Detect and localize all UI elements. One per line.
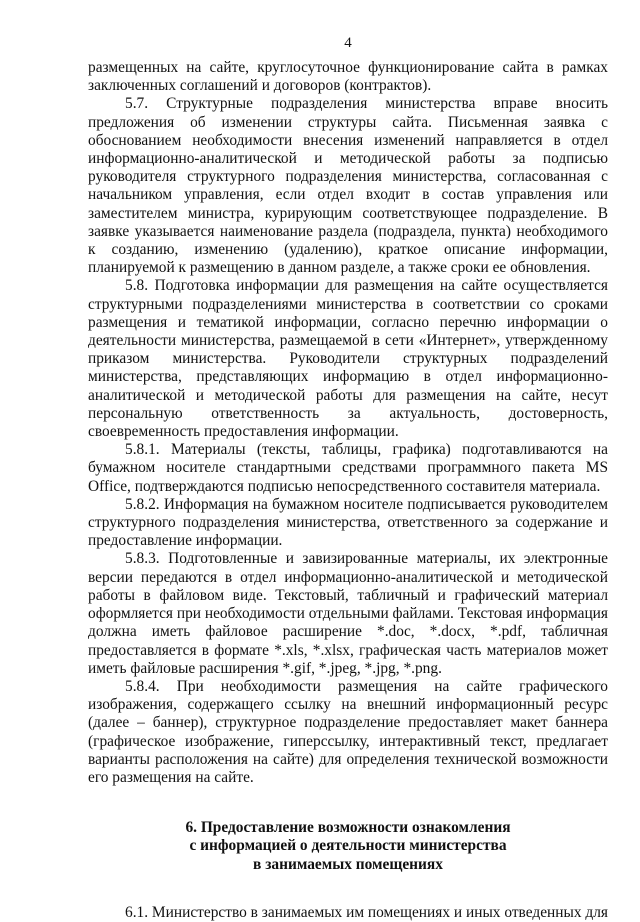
paragraph-5-8-3: 5.8.3. Подготовленные и завизированные материалы, их электронные версии передаются в отдел информационно-аналитической и методической работы в файловом виде. Текстовый, табличный и графический материал оформляется при необходимости отдельными файлами. Текстовая информация должна иметь файловое расширение *.doc, *.docx, *.pdf, табличная предоставляется в формате *.xls, *.xlsx, графическая часть материалов может иметь файловые расширения *.gif, *.jpeg, *.jpg, *.png. [88, 550, 608, 677]
section-heading-line-3: в занимаемых помещениях [253, 855, 443, 873]
paragraph-5-8-4: 5.8.4. При необходимости размещения на сайте графического изображения, содержащего ссылку на внешний информационный ресурс (далее – баннер), структурное подразделение предоставляет макет баннера (графическое изображение, гиперссылку, интерактивный текст, предлагает варианты расположения на сайте) для определения технической возможности его размещения на сайте. [88, 677, 608, 786]
section-heading-line-1: 6. Предоставление возможности ознакомления [185, 819, 511, 837]
paragraph-5-8-2: 5.8.2. Информация на бумажном носителе подписывается руководителем структурного подразделения министерства, ответственного за содержание и предоставление информации. [88, 495, 608, 550]
section-heading-line-2: с информацией о деятельности министерства [189, 837, 507, 855]
paragraph-6-1: 6.1. Министерство в занимаемых им помещениях и иных отведенных для [125, 903, 608, 921]
paragraph-5-8: 5.8. Подготовка информации для размещения на сайте осуществляется структурными подразделениями министерства в соответствии со сроками размещения и тематикой информации, согласно перечню информации о деятельности министерства, размещаемой в сети «Интернет», утвержденному приказом министерства. Руководители структурных подразделений министерства, представляющих информацию в отдел информационно-аналитической и методической работы для размещения на сайте, несут персональную ответственность за актуальность, достоверность, своевременность предоставления информации. [88, 277, 608, 441]
section-heading [88, 819, 608, 874]
paragraph-5-8-1: 5.8.1. Материалы (тексты, таблицы, графика) подготавливаются на бумажном носителе стандартными средствами программного пакета MS Office, подтверждаются подписью непосредственного составителя материала. [88, 441, 608, 495]
paragraph-5-7: 5.7. Структурные подразделения министерства вправе вносить предложения об изменении структуры сайта. Письменная заявка с обоснованием необходимости внесения изменений направляется в отдел информационно-аналитической и методической работы за подписью руководителя структурного подразделения министерства, согласованная с начальником управления, если отдел входит в состав управления или заместителем министра, курирующим соответствующее подразделение. В заявке указывается наименование раздела (подраздела, пункта) необходимого к созданию, изменению (удалению), краткое описание информации, планируемой к размещению в данном разделе, а также сроки ее обновления. [88, 95, 608, 277]
page-number: 4 [344, 35, 352, 51]
document-page [88, 34, 608, 922]
paragraph-continuation: размещенных на сайте, круглосуточное функционирование сайта в рамках заключенных соглашений и договоров (контрактов). [88, 59, 608, 95]
